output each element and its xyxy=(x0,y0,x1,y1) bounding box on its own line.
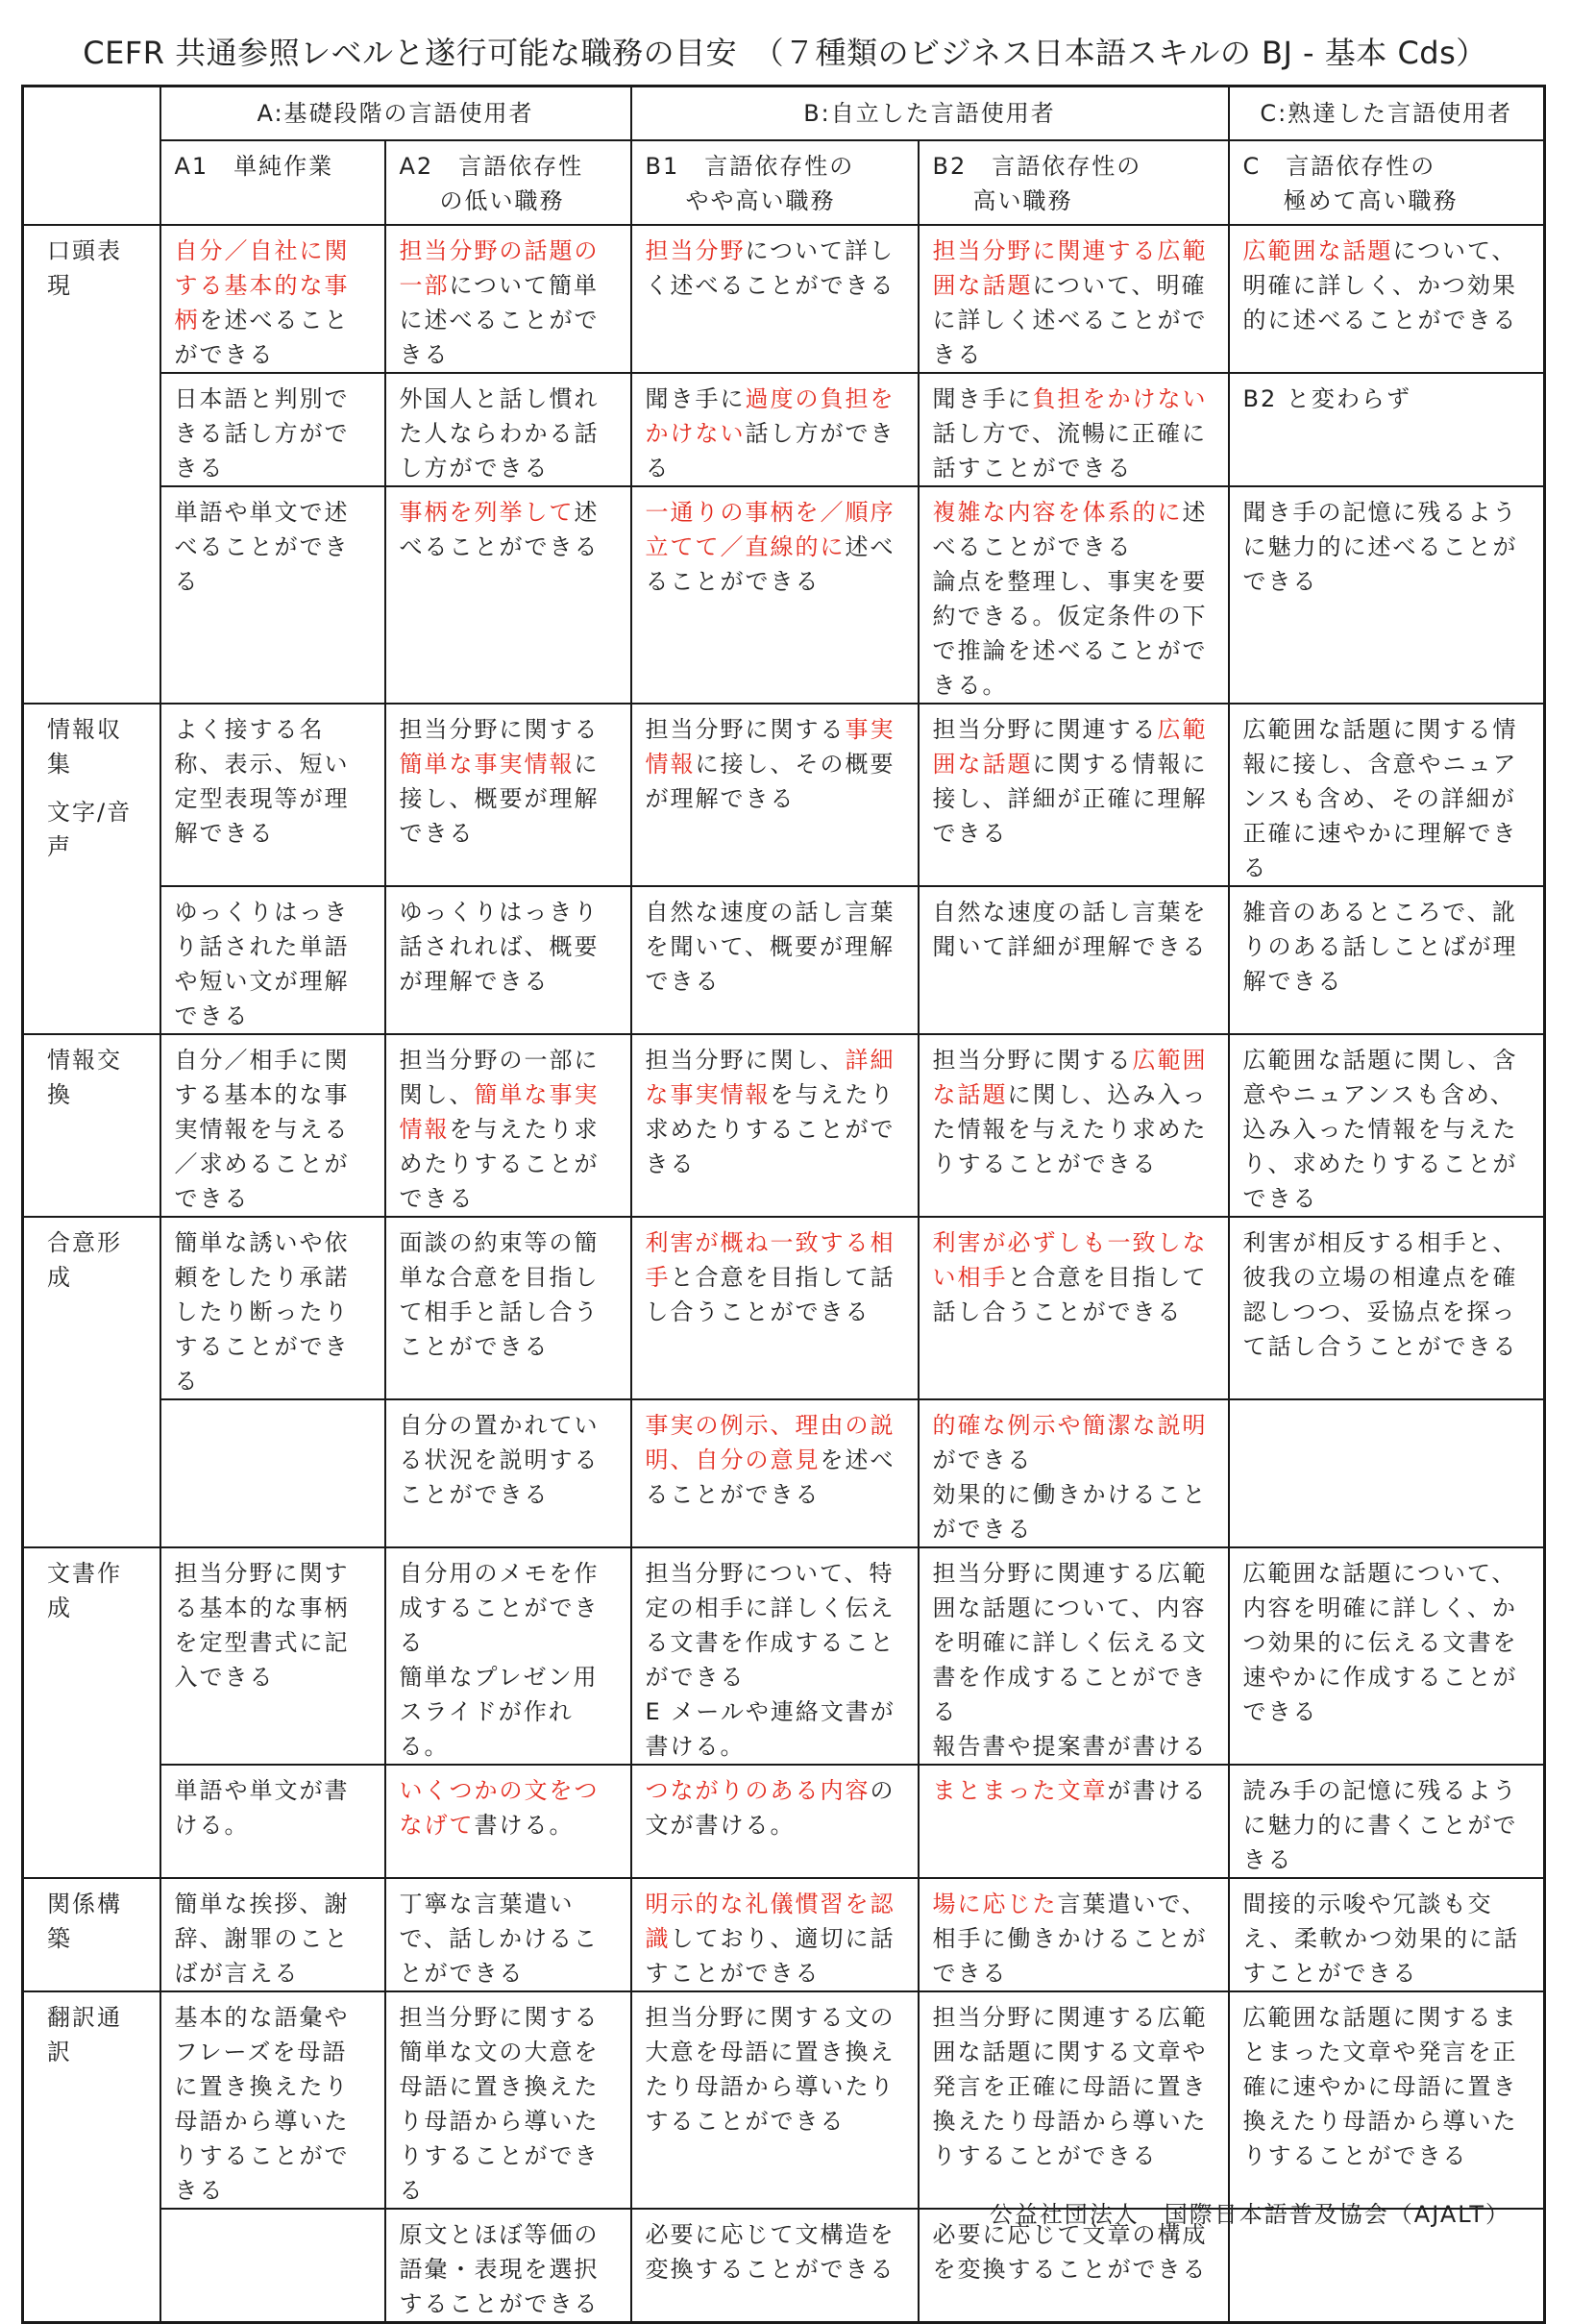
table-row xyxy=(23,1399,1545,1547)
highlighted-text: 広範囲な話題 xyxy=(932,715,1208,778)
cell-text: 述べることができる xyxy=(399,498,600,560)
table-row xyxy=(23,886,1545,1034)
highlighted-text: 的確な例示や簡潔な説明 xyxy=(932,1411,1208,1439)
skill-label-info-gathering xyxy=(23,704,160,1034)
highlighted-text: 利害が必ずしも一致しない相手 xyxy=(932,1228,1208,1291)
cell-r3-b1 xyxy=(631,486,919,704)
cell-text: 報告書や提案書が書ける xyxy=(932,1732,1208,1760)
cell-text: 担当分野の一部に関し、 xyxy=(399,1046,600,1108)
corner-cell xyxy=(23,87,160,225)
cell-r4-c xyxy=(1229,704,1545,886)
table-row xyxy=(23,373,1545,486)
cell-text: 話し方で、流暢に正確に話すことができる xyxy=(932,419,1208,482)
cell-r12-a1 xyxy=(160,1991,385,2209)
cell-text: ができる xyxy=(932,1446,1033,1473)
header-group-a: A:基礎段階の言語使用者 xyxy=(160,87,631,140)
cell-text: 読み手の記憶に残るように魅力的に書くことができる xyxy=(1242,1776,1518,1873)
cell-r6-a1 xyxy=(160,1034,385,1217)
cell-r1-c xyxy=(1229,225,1545,373)
cell-r1-a2 xyxy=(385,225,631,373)
cell-text: 聞き手の記憶に残るように魅力的に述べることができる xyxy=(1242,498,1518,595)
table-row xyxy=(23,1991,1545,2209)
cell-text: 面談の約束等の簡単な合意を目指して相手と話し合うことができる xyxy=(399,1228,600,1360)
highlighted-text: 担当分野 xyxy=(645,236,746,264)
cell-text: 単語や単文が書ける。 xyxy=(174,1776,350,1839)
cell-r10-a1 xyxy=(160,1765,385,1878)
cell-r2-a2 xyxy=(385,373,631,486)
cell-text: 担当分野に関する xyxy=(399,715,600,743)
header-group-c: C:熟達した言語使用者 xyxy=(1229,87,1545,140)
cell-text: しており、適切に話すことができる xyxy=(645,1924,895,1987)
cell-text: について、明確に詳しく、かつ効果的に述べることができる xyxy=(1242,236,1518,334)
cell-r9-b2 xyxy=(919,1547,1229,1765)
highlighted-text: 負担をかけない xyxy=(1032,384,1208,412)
highlighted-text: 担当分野の話題の一部 xyxy=(399,236,600,299)
cell-r13-a2 xyxy=(385,2209,631,2323)
cell-r12-b1 xyxy=(631,1991,919,2209)
cell-r7-b1 xyxy=(631,1217,919,1399)
level-label: B2 言語依存性の xyxy=(932,152,1142,180)
cell-text: 担当分野に関連する広範囲な話題について、内容を明確に詳しく伝える文書を作成することができる xyxy=(932,1559,1208,1725)
cell-text: 効果的に働きかけることができる xyxy=(932,1480,1208,1543)
skill-label-speaking: 口頭表現 xyxy=(23,225,160,704)
document-title: CEFR 共通参照レベルと遂行可能な職務の目安 （７種類のビジネス日本語スキルの BJ - 基本 Cds） xyxy=(83,35,1487,71)
cell-r13-a1 xyxy=(160,2209,385,2323)
cell-text: ゆっくりはっきり話されれば、概要が理解できる xyxy=(399,898,600,995)
cell-r4-a1 xyxy=(160,704,385,886)
table-row xyxy=(23,1034,1545,1217)
skill-label-relationships: 関係構築 xyxy=(23,1878,160,1991)
cell-r4-b1 xyxy=(631,704,919,886)
cell-text: 自分／相手に関する基本的な事実情報を与える／求めることができる xyxy=(174,1046,350,1212)
cell-r2-b1 xyxy=(631,373,919,486)
cell-text: 日本語と判別できる話し方ができる xyxy=(174,384,350,482)
header-level-a2 xyxy=(385,140,631,225)
cell-text: 外国人と話し慣れた人ならわかる話し方ができる xyxy=(399,384,600,482)
cell-r12-a2 xyxy=(385,1991,631,2209)
cell-r4-a2 xyxy=(385,704,631,886)
cell-text: 必要に応じて文章の構成を変換することができる xyxy=(932,2220,1208,2283)
highlighted-text: 担当分野に関連する広範囲な話題 xyxy=(932,236,1208,299)
cell-r1-a1 xyxy=(160,225,385,373)
highlighted-text: 一通りの事柄を／順序立てて／直線的に xyxy=(645,498,895,560)
level-sublabel: やや高い職務 xyxy=(685,186,836,214)
cefr-skills-table xyxy=(21,85,1546,2324)
header-level-b2 xyxy=(919,140,1229,225)
cell-r10-b2 xyxy=(919,1765,1229,1878)
cell-r12-b2 xyxy=(919,1991,1229,2209)
level-label: A1 単純作業 xyxy=(174,152,334,180)
cell-text: を述べることができる xyxy=(645,1446,895,1508)
cell-text: 雑音のあるところで、訛りのある話しことばが理解できる xyxy=(1242,898,1518,995)
cell-text: 簡単な誘いや依頼をしたり承諾したり断ったりすることができる xyxy=(174,1228,350,1395)
cell-text: 担当分野に関連する広範囲な話題に関する文章や発言を正確に母語に置き換えたり母語から導いたりすることができる xyxy=(932,2003,1208,2169)
cell-r7-c xyxy=(1229,1217,1545,1399)
cell-text: 広範囲な話題について、内容を明確に詳しく、かつ効果的に伝える文書を速やかに作成することができる xyxy=(1242,1559,1518,1725)
highlighted-text: 自分／自社に関する基本的な事柄 xyxy=(174,236,350,334)
cell-r11-b1 xyxy=(631,1878,919,1991)
cell-r5-b2 xyxy=(919,886,1229,1034)
cell-text: に接し、その概要が理解できる xyxy=(645,750,895,812)
cell-text: 単語や単文で述べることができる xyxy=(174,498,350,595)
cell-r5-a2 xyxy=(385,886,631,1034)
cell-text: 広範囲な話題に関する情報に接し、含意やニュアンスも含め、その詳細が正確に速やかに理解できる xyxy=(1242,715,1518,881)
cell-r10-c xyxy=(1229,1765,1545,1878)
cell-r11-b2 xyxy=(919,1878,1229,1991)
skill-label: 情報収集 xyxy=(47,715,122,778)
cell-r7-b2 xyxy=(919,1217,1229,1399)
cell-text: 担当分野について、特定の相手に詳しく伝える文書を作成することができる xyxy=(645,1559,895,1691)
skill-sublabel: 文字/音声 xyxy=(47,798,133,860)
header-level-row xyxy=(23,140,1545,225)
cell-r5-c xyxy=(1229,886,1545,1034)
cell-r3-b2 xyxy=(919,486,1229,704)
cell-r6-b1 xyxy=(631,1034,919,1217)
cell-text: 書ける。 xyxy=(474,1811,575,1839)
cell-text: 原文とほぼ等価の語彙・表現を選択することができる xyxy=(399,2220,600,2317)
cell-r1-b2 xyxy=(919,225,1229,373)
publisher-credit: 公益社団法人 国際日本語普及協会（AJALT） xyxy=(989,2201,1510,2228)
level-label: C 言語依存性の xyxy=(1242,152,1436,180)
cell-text: 話し方ができる xyxy=(645,419,895,482)
cell-r8-a1 xyxy=(160,1399,385,1547)
cell-text: が書ける xyxy=(1107,1776,1208,1804)
highlighted-text: いくつかの文をつなげて xyxy=(399,1776,600,1839)
table-row xyxy=(23,1878,1545,1991)
cell-r8-b2 xyxy=(919,1399,1229,1547)
cell-text: と合意を目指して話し合うことができる xyxy=(932,1263,1208,1325)
cell-text: 担当分野に関する xyxy=(645,715,846,743)
table-row xyxy=(23,1547,1545,1765)
cell-r10-b1 xyxy=(631,1765,919,1878)
cell-r7-a2 xyxy=(385,1217,631,1399)
cell-text: ゆっくりはっきり話された単語や短い文が理解できる xyxy=(174,898,350,1029)
cell-text: 必要に応じて文構造を変換することができる xyxy=(645,2220,895,2283)
highlighted-text: 広範囲な話題 xyxy=(932,1046,1208,1108)
cell-text: と合意を目指して話し合うことができる xyxy=(645,1263,895,1325)
highlighted-text: 複雑な内容を体系的に xyxy=(932,498,1183,526)
cell-r13-b1 xyxy=(631,2209,919,2323)
cell-r1-b1 xyxy=(631,225,919,373)
highlighted-text: 事柄を列挙して xyxy=(399,498,575,526)
table-row xyxy=(23,1217,1545,1399)
cell-text: 利害が相反する相手と、彼我の立場の相違点を確認しつつ、妥協点を探って話し合うことができる xyxy=(1242,1228,1518,1360)
cell-r2-a1 xyxy=(160,373,385,486)
cell-text: よく接する名称、表示、短い定型表現等が理解できる xyxy=(174,715,350,847)
cell-text: 担当分野に関する xyxy=(932,1046,1133,1074)
cell-text: 聞き手に xyxy=(932,384,1033,412)
table-row xyxy=(23,1765,1545,1878)
cell-r6-b2 xyxy=(919,1034,1229,1217)
cell-text: 担当分野に関する文の大意を母語に置き換えたり母語から導いたりすることができる xyxy=(645,2003,895,2135)
highlighted-text: 事実情報 xyxy=(645,715,895,778)
table-row xyxy=(23,486,1545,704)
header-group-row xyxy=(23,87,1545,140)
skill-label-info-exchange: 情報交換 xyxy=(23,1034,160,1217)
skill-label-consensus: 合意形成 xyxy=(23,1217,160,1547)
cell-r12-c xyxy=(1229,1991,1545,2209)
header-level-a1 xyxy=(160,140,385,225)
cell-text: 言葉遣いで、相手に働きかけることができる xyxy=(932,1890,1208,1987)
cell-text: を述べることができる xyxy=(174,306,350,368)
cell-text: 自分の置かれている状況を説明することができる xyxy=(399,1411,600,1508)
cell-text: 聞き手に xyxy=(645,384,746,412)
cell-r3-c xyxy=(1229,486,1545,704)
cell-text: 自然な速度の話し言葉を聞いて詳細が理解できる xyxy=(932,898,1208,960)
cell-r11-c xyxy=(1229,1878,1545,1991)
cell-r2-c xyxy=(1229,373,1545,486)
cell-r9-b1 xyxy=(631,1547,919,1765)
cell-text: 丁寧な言葉遣いで、話しかけることができる xyxy=(399,1890,600,1987)
skill-label-translation: 翻訳通訳 xyxy=(23,1991,160,2323)
header-level-c xyxy=(1229,140,1545,225)
cell-r9-a2 xyxy=(385,1547,631,1765)
cell-r9-c xyxy=(1229,1547,1545,1765)
cell-r2-b2 xyxy=(919,373,1229,486)
cell-r8-a2 xyxy=(385,1399,631,1547)
highlighted-text: つながりのある内容 xyxy=(645,1776,871,1804)
cell-text: を与えたり求めたりすることができる xyxy=(645,1080,895,1177)
cell-text: 広範囲な話題に関し、含意やニュアンスも含め、込み入った情報を与えたり、求めたりすることができる xyxy=(1242,1046,1518,1212)
cell-text: 論点を整理し、事実を要約できる。仮定条件の下で推論を述べることができる。 xyxy=(932,567,1208,699)
highlighted-text: まとまった文章 xyxy=(932,1776,1108,1804)
cell-text: を与えたり求めたりすることができる xyxy=(399,1115,600,1212)
cell-text: 広範囲な話題に関するまとまった文章や発言を正確に速やかに母語に置き換えたり母語から導いたりすることができる xyxy=(1242,2003,1518,2169)
cell-r3-a1 xyxy=(160,486,385,704)
cell-text: 担当分野に関する簡単な文の大意を母語に置き換えたり母語から導いたりすることができる xyxy=(399,2003,600,2204)
cell-text: に接し、概要が理解できる xyxy=(399,750,600,847)
cell-r11-a1 xyxy=(160,1878,385,1991)
cell-text: 簡単な挨拶、謝辞、謝罪のことばが言える xyxy=(174,1890,350,1987)
table-row xyxy=(23,225,1545,373)
cell-text: について詳しく述べることができる xyxy=(645,236,895,299)
cell-text: E メールや連絡文書が書ける。 xyxy=(645,1697,895,1760)
highlighted-text: 過度の負担をかけない xyxy=(645,384,895,447)
cell-text: 述べることができる xyxy=(645,532,895,595)
cell-r3-a2 xyxy=(385,486,631,704)
cell-r6-a2 xyxy=(385,1034,631,1217)
highlighted-text: 明示的な礼儀慣習を認識 xyxy=(645,1890,895,1952)
cell-r7-a1 xyxy=(160,1217,385,1399)
header-group-b: B:自立した言語使用者 xyxy=(631,87,1229,140)
cell-text: 間接的示唆や冗談も交え、柔軟かつ効果的に話すことができる xyxy=(1242,1890,1519,1987)
cell-text: に関し、込み入った情報を与えたり求めたりすることができる xyxy=(932,1080,1208,1177)
highlighted-text: 簡単な事実情報 xyxy=(399,1080,600,1143)
cell-text: 簡単なプレゼン用スライドが作れる。 xyxy=(399,1663,599,1760)
cell-text: について簡単に述べることができる xyxy=(399,271,600,368)
cell-r8-c xyxy=(1229,1399,1545,1547)
cell-text: 基本的な語彙やフレーズを母語に置き換えたり母語から導いたりすることができる xyxy=(174,2003,350,2204)
cell-text: について、明確に詳しく述べることができる xyxy=(932,271,1208,368)
cell-r9-a1 xyxy=(160,1547,385,1765)
cell-r4-b2 xyxy=(919,704,1229,886)
cell-r11-a2 xyxy=(385,1878,631,1991)
header-level-b1 xyxy=(631,140,919,225)
level-sublabel: の低い職務 xyxy=(439,186,565,214)
cell-r5-b1 xyxy=(631,886,919,1034)
cell-text: 担当分野に関連する xyxy=(932,715,1158,743)
level-sublabel: 高い職務 xyxy=(972,186,1073,214)
table-row xyxy=(23,704,1545,886)
highlighted-text: 事実の例示、理由の説明、自分の意見 xyxy=(645,1411,895,1473)
level-sublabel: 極めて高い職務 xyxy=(1283,186,1459,214)
cell-text: の文が書ける。 xyxy=(645,1776,895,1839)
cell-text: 担当分野に関する基本的な事柄を定型書式に記入できる xyxy=(174,1559,350,1691)
highlighted-text: 場に応じた xyxy=(932,1890,1058,1917)
cell-text: 自分用のメモを作成することができる xyxy=(399,1559,600,1656)
cell-r5-a1 xyxy=(160,886,385,1034)
highlighted-text: 簡単な事実情報 xyxy=(399,750,575,778)
cell-r8-b1 xyxy=(631,1399,919,1547)
highlighted-text: 利害が概ね一致する相手 xyxy=(645,1228,895,1291)
level-label: A2 言語依存性 xyxy=(399,152,584,180)
cell-text: B2 と変わらず xyxy=(1242,384,1411,412)
level-label: B1 言語依存性の xyxy=(645,152,855,180)
skill-label-documents: 文書作成 xyxy=(23,1547,160,1878)
cell-text: 担当分野に関し、 xyxy=(645,1046,846,1074)
cell-r10-a2 xyxy=(385,1765,631,1878)
highlighted-text: 詳細な事実情報 xyxy=(645,1046,895,1108)
cell-r6-c xyxy=(1229,1034,1545,1217)
cell-text: 述べることができる xyxy=(932,498,1208,560)
cell-text: 自然な速度の話し言葉を聞いて、概要が理解できる xyxy=(645,898,895,995)
cell-text: に関する情報に接し、詳細が正確に理解できる xyxy=(932,750,1208,847)
highlighted-text: 広範囲な話題 xyxy=(1242,236,1393,264)
